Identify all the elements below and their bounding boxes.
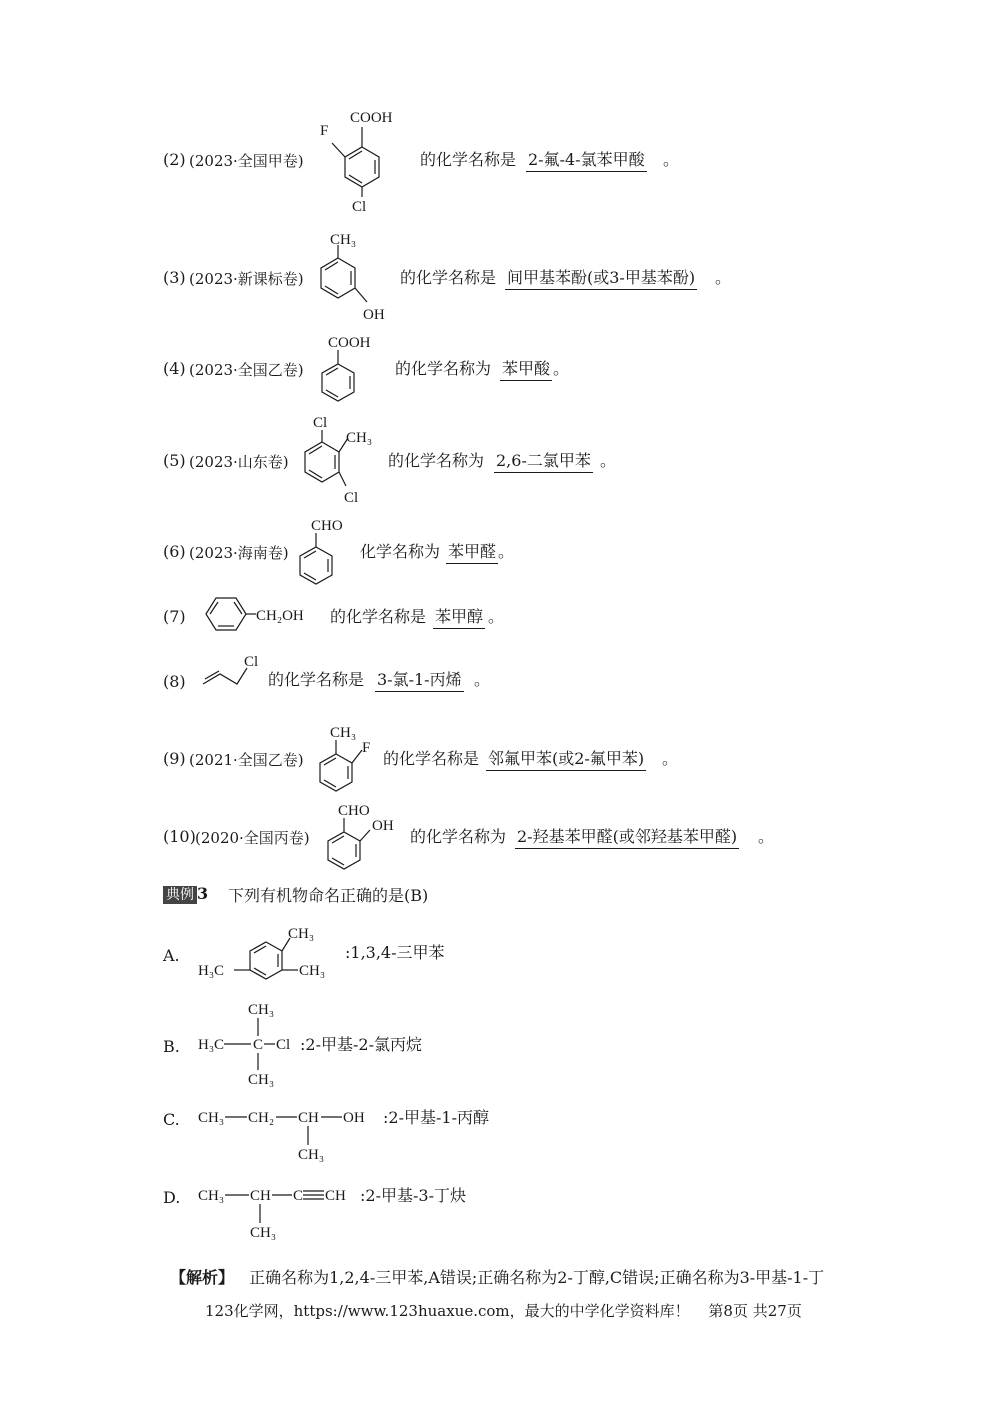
item-end: 。 [488,607,505,626]
label-cl-bottom: Cl [344,490,359,506]
option-name: :2-甲基-3-丁炔 [360,1186,466,1205]
label-ch3-right: CH₃ [299,963,326,979]
label-cooh: COOH [350,110,393,126]
structure-2-6-dichlorotoluene [296,410,388,510]
item-end: 。 [663,150,680,169]
option-name: :1,3,4-三甲苯 [345,943,445,962]
item-end: 。 [474,670,491,689]
structure-2-hydroxybenzaldehyde [322,800,412,875]
label-f: F [362,740,371,756]
item-number: (3) [163,268,186,287]
item-source: (2023·新课标卷) [189,270,304,288]
label-cho: CHO [311,518,343,534]
item-answer: 2,6-二氯甲苯 [494,451,593,473]
label-ch-end: CH [325,1188,346,1204]
label-ch3: CH₃ [198,1110,225,1126]
option-letter: B. [163,1037,180,1056]
item-phrase: 的化学名称是 [330,607,427,626]
option-name: :2-甲基-1-丙醇 [383,1108,489,1127]
structure-2-fluoro-4-chlorobenzoic-acid [310,105,420,215]
footer [205,1300,802,1321]
label-ch3: CH₃ [346,430,373,446]
item-answer: 3-氯-1-丙烯 [375,670,464,692]
item-source: (2023·海南卷) [189,544,289,562]
structure-2-fluorotoluene [314,722,394,797]
structure-benzoic-acid [316,332,406,412]
item-end: 。 [662,749,679,768]
item-phrase: 化学名称为 [360,542,441,561]
item-number: (9) [163,749,186,768]
label-ch3: CH₃ [330,232,357,248]
item-number: (8) [163,672,186,691]
structure-option-c [198,1100,388,1170]
item-answer: 苯甲醇 [433,607,485,629]
option-letter: C. [163,1110,180,1129]
item-source: (2021·全国乙卷) [189,751,304,769]
label-ch2: CH₂ [248,1110,275,1126]
item-number: (10) [163,827,196,846]
item-answer: 苯甲酸 [500,359,552,381]
label-ch3: CH₃ [198,1188,225,1204]
item-answer: 邻氟甲苯(或2-氟甲苯) [486,749,646,771]
structure-3-chloropropene [200,650,270,690]
analysis-label: 【解析】 [170,1268,235,1287]
structure-option-d [198,1178,368,1248]
item-answer: 2-氟-4-氯苯甲酸 [526,150,647,172]
label-cooh: COOH [328,335,371,351]
item-phrase: 的化学名称是 [268,670,365,689]
label-ch3: CH₃ [330,725,357,741]
label-h3c: H₃C [198,963,225,979]
label-ch3-bottom: CH₃ [248,1072,275,1088]
label-ch3-top: CH₃ [248,1002,275,1018]
item-source: (2023·山东卷) [189,453,289,471]
example-tag-number: 3 [197,884,209,903]
example-tag-label: 典例 [163,886,197,904]
item-number: (4) [163,359,186,378]
item-number: (5) [163,451,186,470]
structure-benzyl-alcohol [198,596,328,636]
analysis-text: 正确名称为1,2,4-三甲苯,A错误;正确名称为2-丁醇,C错误;正确名称为3-甲基-1-丁 [249,1268,825,1287]
item-source: (2020·全国丙卷) [195,829,310,847]
label-oh: OH [363,307,385,323]
item-answer: 苯甲醛 [446,542,498,564]
example-tag [163,884,208,904]
item-phrase: 的化学名称是 [400,268,497,287]
structure-3-methylphenol [312,228,402,328]
label-oh: OH [343,1110,365,1126]
structure-option-b [198,998,308,1093]
item-number: (7) [163,607,186,626]
structure-option-a [198,920,348,990]
item-answer: 间甲基苯酚(或3-甲基苯酚) [505,268,697,290]
label-ch3-bottom: CH₃ [298,1147,325,1163]
item-phrase: 的化学名称为 [410,827,507,846]
item-end: 。 [758,827,775,846]
label-cl: Cl [276,1037,291,1053]
label-ch: CH [250,1188,271,1204]
item-end: 。 [498,542,515,561]
label-c: C [253,1037,264,1053]
item-end: 。 [553,359,570,378]
option-letter: A. [163,946,180,965]
label-ch2oh: CH₂OH [256,608,304,624]
label-oh: OH [372,818,394,834]
label-cl: Cl [352,199,367,215]
label-ch3-top: CH₃ [288,926,315,942]
label-cl: Cl [244,654,259,670]
label-cho: CHO [338,803,370,819]
footer-text: 123化学网，https://www.123huaxue.com，最大的中学化学资料库！ [205,1302,690,1320]
item-phrase: 的化学名称是 [383,749,480,768]
label-c: C [293,1188,304,1204]
item-source: (2023·全国乙卷) [189,361,304,379]
item-phrase: 的化学名称为 [388,451,485,470]
item-phrase: 的化学名称是 [420,150,517,169]
item-source: (2023·全国甲卷) [189,152,304,170]
label-ch: CH [298,1110,319,1126]
label-ch3-bottom: CH₃ [250,1225,277,1241]
page-indicator: 第8页 共27页 [708,1302,802,1320]
option-letter: D. [163,1188,181,1207]
label-f: F [320,123,329,139]
item-answer: 2-羟基苯甲醛(或邻羟基苯甲醛) [515,827,739,849]
item-end: 。 [600,451,617,470]
label-h3c: H₃C [198,1037,225,1053]
item-number: (6) [163,542,186,561]
item-number: (2) [163,150,186,169]
analysis [170,1268,824,1288]
example-question: 下列有机物命名正确的是(B) [228,886,429,905]
option-name: :2-甲基-2-氯丙烷 [300,1035,422,1054]
label-cl-top: Cl [313,415,328,431]
item-end: 。 [715,268,732,287]
item-phrase: 的化学名称为 [395,359,492,378]
